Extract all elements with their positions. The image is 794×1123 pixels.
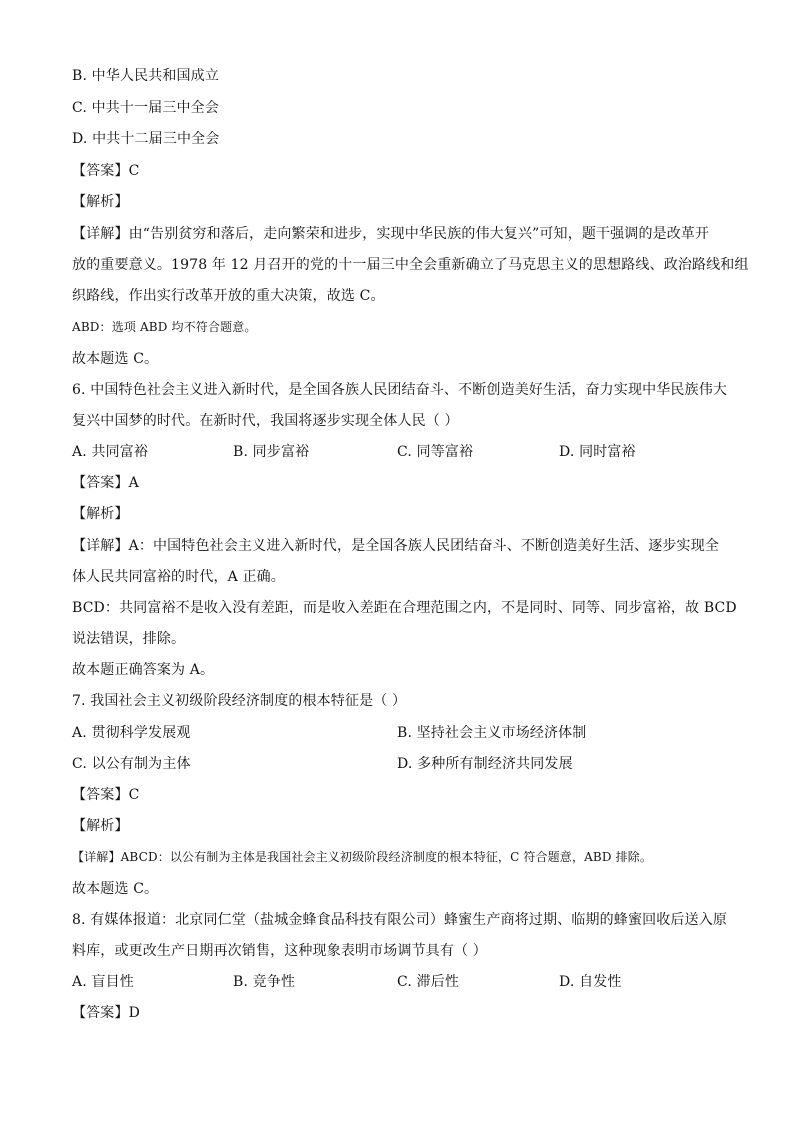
q5-detail-line: 放的重要意义。1978 年 12 月召开的党的十一届三中全会重新确立了马克思主义的思想路线、政治路线和组 bbox=[72, 257, 749, 273]
q5-detail-line: ABD：选项 ABD 均不符合题意。 bbox=[72, 320, 257, 334]
q8-answer: 【答案】D bbox=[72, 1005, 140, 1021]
q5-answer: 【答案】C bbox=[72, 163, 140, 179]
q6-detail-line: 说法错误，排除。 bbox=[72, 631, 186, 647]
q6-analysis-title: 【解析】 bbox=[72, 506, 129, 522]
q8-stem-line: 8. 有媒体报道：北京同仁堂（盐城金蜂食品科技有限公司）蜂蜜生产商将过期、临期的蜂蜜回收后送入原 bbox=[72, 912, 728, 928]
q6-option-d: D. 同时富裕 bbox=[559, 444, 636, 460]
q7-option-c: C. 以公有制为主体 bbox=[72, 756, 191, 772]
q5-analysis-title: 【解析】 bbox=[72, 194, 129, 210]
q8-option-a: A. 盲目性 bbox=[72, 974, 134, 990]
q6-detail-line: BCD：共同富裕不是收入没有差距，而是收入差距在合理范围之内，不是同时、同等、同步富裕，故 BCD bbox=[72, 600, 737, 616]
q7-option-a: A. 贯彻科学发展观 bbox=[72, 725, 191, 741]
q8-option-b: B. 竞争性 bbox=[233, 974, 296, 990]
q5-detail-line: 【详解】由“告别贫穷和落后，走向繁荣和进步，实现中华民族的伟大复兴”可知，题干强调的是改革开 bbox=[72, 226, 710, 242]
q6-detail-line: 体人民共同富裕的时代，A 正确。 bbox=[72, 569, 285, 585]
q6-option-b: B. 同步富裕 bbox=[233, 444, 310, 460]
q6-stem-line: 6. 中国特色社会主义进入新时代，是全国各族人民团结奋斗、不断创造美好生活，奋力实现中华民族伟大 bbox=[72, 382, 728, 398]
q5-option-b: B. 中华人民共和国成立 bbox=[72, 68, 219, 84]
q6-option-a: A. 共同富裕 bbox=[72, 444, 149, 460]
q8-option-d: D. 自发性 bbox=[559, 974, 622, 990]
q6-option-c: C. 同等富裕 bbox=[397, 444, 474, 460]
q8-stem-line: 料库，或更改生产日期再次销售，这种现象表明市场调节具有（ ） bbox=[72, 943, 487, 959]
q8-option-c: C. 滞后性 bbox=[397, 974, 460, 990]
q7-detail-line: 【详解】ABCD：以公有制为主体是我国社会主义初级阶段经济制度的根本特征，C 符合题意，ABD 排除。 bbox=[72, 850, 653, 864]
q6-detail-line: 故本题正确答案为 A。 bbox=[72, 662, 215, 678]
q7-answer: 【答案】C bbox=[72, 787, 140, 803]
q5-option-c: C. 中共十一届三中全会 bbox=[72, 100, 219, 116]
q6-detail-line: 【详解】A：中国特色社会主义进入新时代，是全国各族人民团结奋斗、不断创造美好生活、逐步实现全 bbox=[72, 538, 720, 554]
q5-option-d: D. 中共十二届三中全会 bbox=[72, 131, 220, 147]
q5-detail-line: 故本题选 C。 bbox=[72, 351, 159, 367]
q7-option-d: D. 多种所有制经济共同发展 bbox=[397, 756, 573, 772]
q7-analysis-title: 【解析】 bbox=[72, 818, 129, 834]
q6-answer: 【答案】A bbox=[72, 475, 139, 491]
q7-detail-line: 故本题选 C。 bbox=[72, 881, 159, 897]
q6-stem-line: 复兴中国梦的时代。在新时代，我国将逐步实现全体人民（ ） bbox=[72, 413, 459, 429]
q5-detail-line: 织路线，作出实行改革开放的重大决策，故选 C。 bbox=[72, 288, 385, 304]
q7-option-b: B. 坚持社会主义市场经济体制 bbox=[397, 725, 587, 741]
q7-stem: 7. 我国社会主义初级阶段经济制度的根本特征是（ ） bbox=[72, 693, 407, 709]
